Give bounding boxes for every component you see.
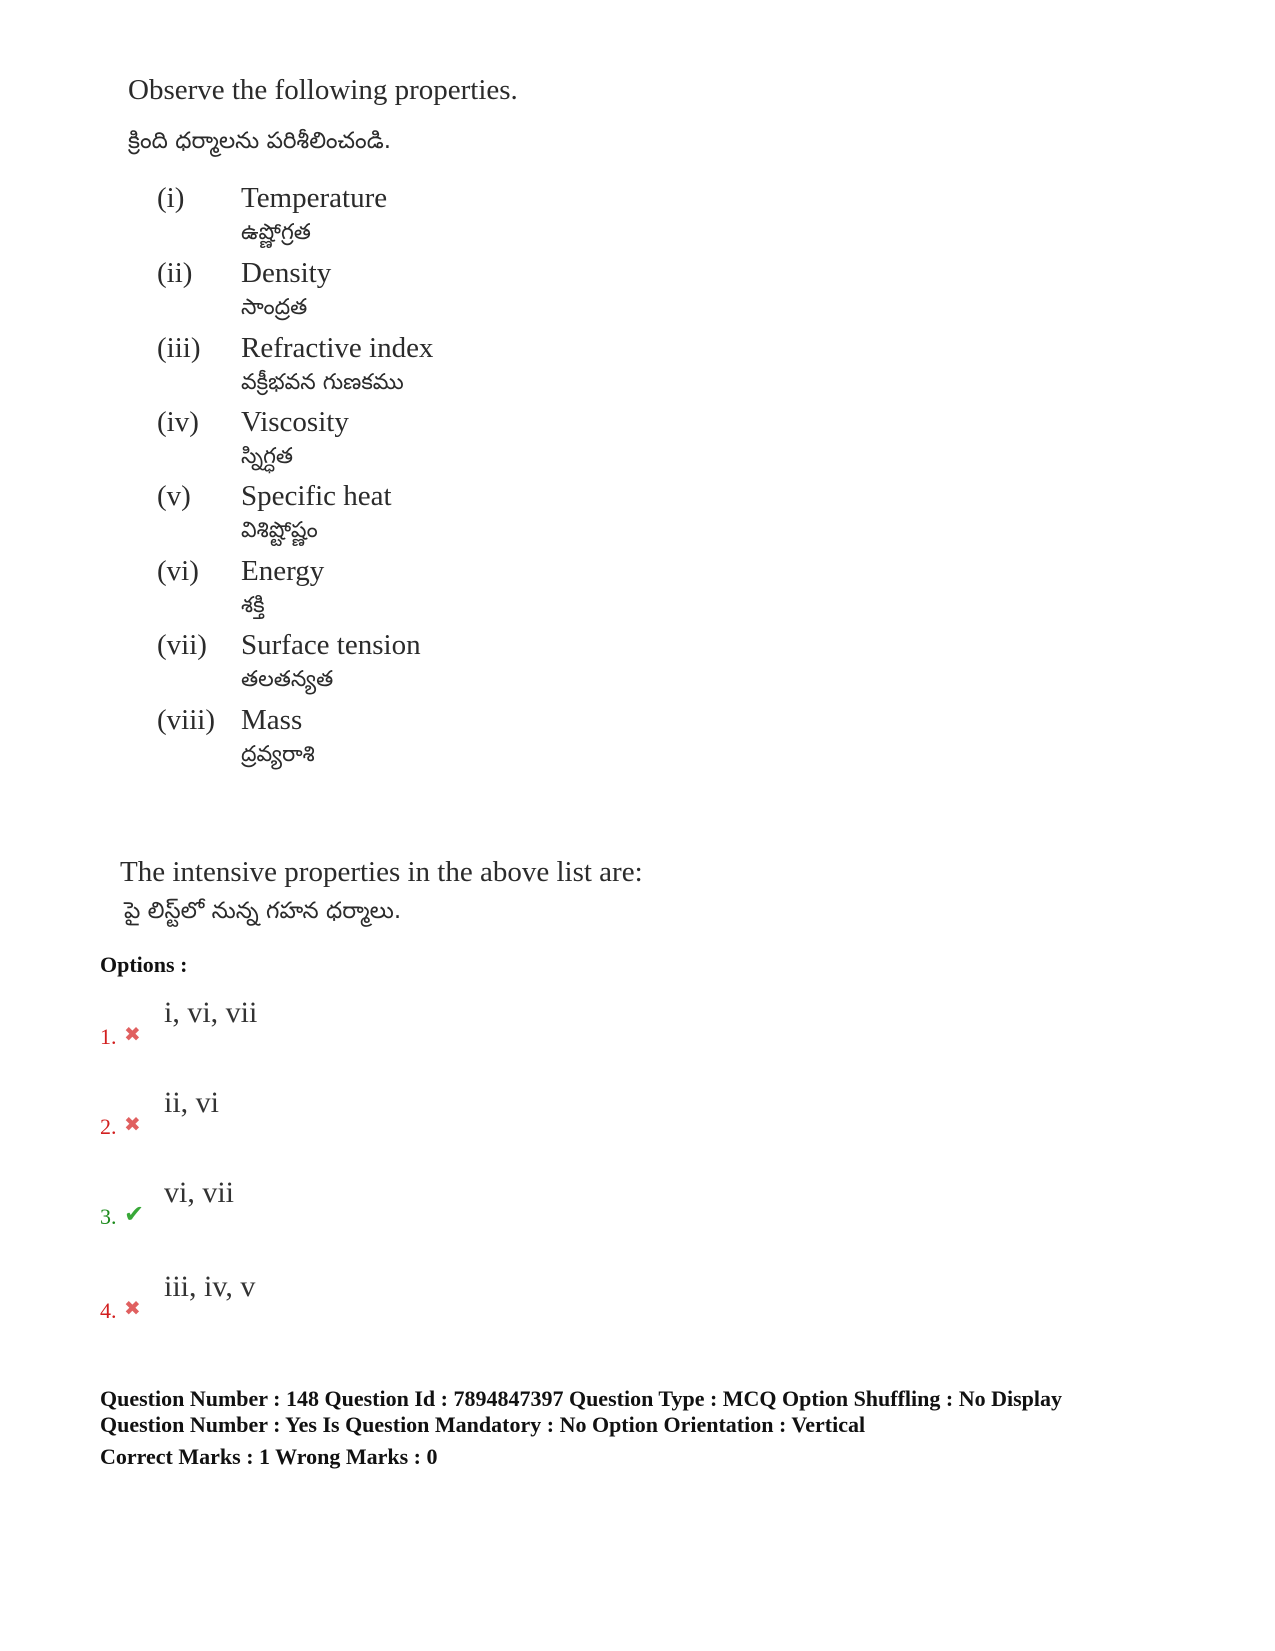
property-number: (iv) (157, 406, 199, 438)
option-item[interactable] (100, 1176, 500, 1236)
property-name-te: తలతన్యత (241, 667, 334, 692)
option-item[interactable] (100, 1086, 500, 1146)
cross-icon: ✖ (124, 1024, 141, 1046)
property-number: (viii) (157, 704, 215, 736)
property-item (157, 629, 657, 705)
property-number: (v) (157, 480, 191, 512)
property-number: (i) (157, 182, 185, 214)
property-name-te: శక్తి (241, 593, 265, 618)
question-statement-en: The intensive properties in the above list are: (120, 856, 643, 888)
property-name-en: Refractive index (241, 332, 434, 364)
option-text: i, vi, vii (164, 996, 258, 1029)
option-item[interactable] (100, 1270, 500, 1330)
property-name-en: Density (241, 257, 332, 289)
property-name-en: Viscosity (241, 406, 349, 438)
options-label: Options : (100, 952, 188, 977)
property-item (157, 480, 657, 556)
question-heading-en: Observe the following properties. (128, 74, 518, 106)
option-text: ii, vi (164, 1086, 220, 1119)
property-item (157, 555, 657, 631)
option-number: 1. (100, 1024, 117, 1049)
property-name-te: స్నిగ్ధత (241, 444, 294, 469)
option-text: vi, vii (164, 1176, 235, 1209)
cross-icon: ✖ (124, 1298, 141, 1320)
property-item (157, 182, 657, 258)
option-item[interactable] (100, 996, 500, 1056)
question-meta-line-2: Question Number : Yes Is Question Mandatory : No Option Orientation : Vertical (100, 1412, 866, 1437)
option-text: iii, iv, v (164, 1270, 256, 1303)
cross-icon: ✖ (124, 1114, 141, 1136)
property-name-te: ఉష్ణోగ్రత (241, 220, 311, 245)
checkmark-icon: ✔ (124, 1202, 145, 1228)
property-name-en: Specific heat (241, 480, 392, 512)
question-image (112, 70, 692, 930)
property-name-te: విశిష్టోష్ణం (241, 518, 318, 543)
property-name-te: ద్రవ్యరాశి (241, 742, 315, 767)
property-item (157, 704, 657, 780)
property-name-te: సాంద్రత (241, 295, 308, 320)
property-number: (vii) (157, 629, 207, 661)
property-name-en: Temperature (241, 182, 388, 214)
question-meta-line-1: Question Number : 148 Question Id : 7894847397 Question Type : MCQ Option Shuffling : No Display (100, 1386, 1063, 1411)
property-number: (vi) (157, 555, 199, 587)
property-number: (iii) (157, 332, 201, 364)
property-name-en: Surface tension (241, 629, 421, 661)
property-number: (ii) (157, 257, 193, 289)
property-name-te: వక్రీభవన గుణకము (241, 370, 404, 395)
option-number: 3. (100, 1204, 117, 1229)
question-statement-te: పై లిస్ట్‌లో నున్న గహన ధర్మాలు. (124, 898, 402, 924)
property-name-en: Mass (241, 704, 303, 736)
property-item (157, 332, 657, 408)
option-number: 4. (100, 1298, 117, 1323)
property-name-en: Energy (241, 555, 325, 587)
question-heading-te: క్రింది ధర్మాలను పరిశీలించండి. (128, 128, 392, 154)
option-number: 2. (100, 1114, 117, 1139)
question-meta-line-3: Correct Marks : 1 Wrong Marks : 0 (100, 1444, 438, 1469)
property-item (157, 406, 657, 482)
property-item (157, 257, 657, 333)
